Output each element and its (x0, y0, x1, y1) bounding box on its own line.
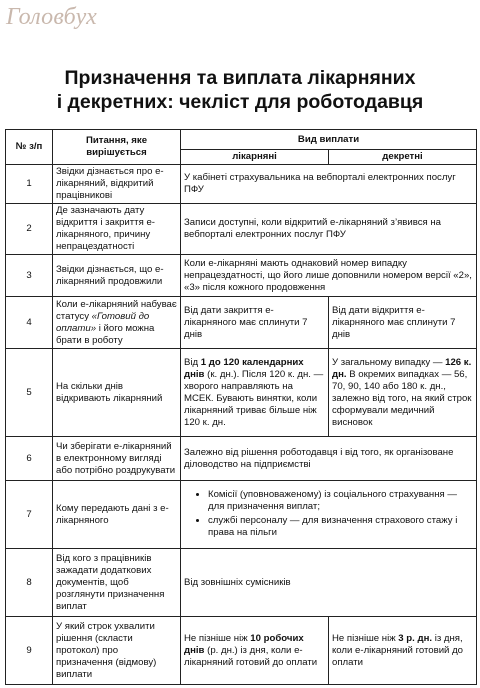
row-number: 4 (6, 297, 53, 349)
row-number: 2 (6, 204, 53, 255)
answer-emphasis: 10 робочих днів (184, 632, 304, 656)
page-title (0, 66, 480, 114)
answer-text-end: із дня, коли е-лікарняний готовий до оплати (332, 632, 464, 668)
table-row (6, 255, 477, 297)
header-payment-type: Вид виплати (181, 130, 477, 150)
table-row (6, 617, 477, 685)
table-row (6, 437, 477, 481)
row-answer (181, 481, 477, 549)
answer-emphasis: 1 до 120 календарних днів (184, 356, 304, 380)
header-maternity: декретні (329, 150, 477, 165)
table-row (6, 297, 477, 349)
row-question: Від кого з працівників зажадати додаткових документів, щоб розглянути призначення виплат (53, 549, 181, 617)
answer-text: Від (184, 356, 201, 368)
table-row (6, 549, 477, 617)
row-question: На скільки днів відкривають лікарняний (53, 349, 181, 437)
row-number: 1 (6, 165, 53, 204)
answer-emphasis: 126 к. дн. (332, 356, 472, 380)
answer-emphasis: 3 р. дн. (398, 632, 433, 644)
row-maternity (329, 617, 477, 685)
recipients-list (184, 489, 473, 539)
row-question: Кому передають дані з е-лікарняного (53, 481, 181, 549)
title-line-1: Призначення та виплата лікарняних (64, 67, 416, 89)
row-question: Чи зберігати е-лікарняний в електронному вигляді або потрібно роздрукувати (53, 437, 181, 481)
row-question: Де зазначають дату відкриття і закриття е-лікарняного, причину непрацездатності (53, 204, 181, 255)
row-maternity: Від дати відкриття е-лікарняного має сплинути 7 днів (329, 297, 477, 349)
answer-text-end: В окремих випадках — 56, 70, 90, 140 або 180 к. дн., залежно від того, на який строк сформували медичний висновок (332, 368, 472, 428)
row-answer: Від зовнішніх сумісників (181, 549, 477, 617)
row-question: У який строк ухвалити рішення (скласти протокол) про призначення (відмову) виплати (53, 617, 181, 685)
row-question: Звідки дізнається про е-лікарняний, відкритий працівникові (53, 165, 181, 204)
answer-text-end: (к. дн.). Після 120 к. дн. — хворого направляють на МСЕК. Бувають винятки, коли лікарняний триває більше ніж 120 к. дн. (184, 368, 324, 428)
answer-text: Не пізніше ніж (184, 632, 251, 644)
list-item: • Комісії (уповноваженому) із соціального страхування — для призначення виплат; (208, 489, 473, 513)
row-sick-leave (181, 349, 329, 437)
row-answer: Залежно від рішення роботодавця і від того, як організоване діловодство на підприємстві (181, 437, 477, 481)
question-text-end: і його можна брати в роботу (56, 322, 155, 346)
row-number: 3 (6, 255, 53, 297)
table-row (6, 204, 477, 255)
brand-logo: Головбух (6, 4, 98, 30)
table-row (6, 481, 477, 549)
header-num: № з/п (6, 130, 53, 165)
row-number: 8 (6, 549, 53, 617)
table-row (6, 165, 477, 204)
answer-text: У загальному випадку — (332, 356, 446, 368)
row-question (53, 297, 181, 349)
list-item: • службі персоналу — для визначення страхового стажу і права на пільги (208, 515, 473, 539)
status-ready-to-pay: «Готовий до оплати» (56, 310, 150, 334)
row-answer: Записи доступні, коли відкритий е-лікарняний з’явився на вебпорталі електронних послуг ПФУ (181, 204, 477, 255)
row-maternity (329, 349, 477, 437)
row-number: 6 (6, 437, 53, 481)
row-number: 7 (6, 481, 53, 549)
row-answer: У кабінеті страхувальника на вебпорталі електронних послуг ПФУ (181, 165, 477, 204)
table-row (6, 349, 477, 437)
checklist-table (5, 129, 477, 685)
row-number: 5 (6, 349, 53, 437)
row-number: 9 (6, 617, 53, 685)
row-sick-leave (181, 617, 329, 685)
question-text: Коли е-лікарняний набуває статусу (56, 298, 177, 322)
header-row (6, 130, 477, 150)
answer-text: Не пізніше ніж (332, 632, 399, 644)
row-answer: Коли е-лікарняні мають однаковий номер випадку непрацездатності, що його лише доповнили номером версії «2», «3» після кожного продовження (181, 255, 477, 297)
row-sick-leave: Від дати закриття е-лікарняного має сплинути 7 днів (181, 297, 329, 349)
header-sick-leave: лікарняні (181, 150, 329, 165)
answer-text-end: (р. дн.) із дня, коли е-лікарняний готовий до оплати (184, 644, 318, 668)
header-question: Питання, яке вирішується (53, 130, 181, 165)
row-question: Звідки дізнається, що е-лікарняний продовжили (53, 255, 181, 297)
title-line-2: і декретних: чекліст для роботодавця (56, 91, 424, 113)
